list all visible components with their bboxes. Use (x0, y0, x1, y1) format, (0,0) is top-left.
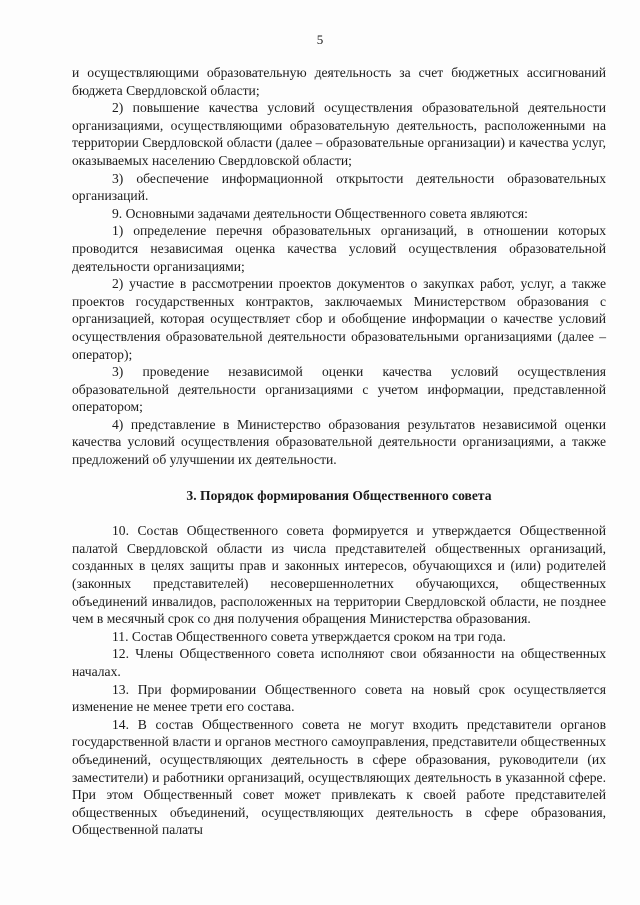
paragraph: и осуществляющими образовательную деятельность за счет бюджетных ассигнований бюджета Свердловской области; (72, 65, 606, 98)
paragraphs-before (72, 64, 606, 469)
paragraph: 1) определение перечня образовательных организаций, в отношении которых проводится независимая оценка качества условий осуществления образовательной деятельности организациями; (72, 223, 606, 274)
document-body (72, 64, 606, 839)
paragraphs-after (72, 522, 606, 839)
paragraph: 9. Основными задачами деятельности Общественного совета являются: (112, 205, 528, 221)
paragraph: 3) проведение независимой оценки качества условий осуществления образовательной деятельности организациями с учетом информации, представленной оператором; (72, 364, 606, 415)
paragraph: 10. Состав Общественного совета формируется и утверждается Общественной палатой Свердловской области из числа представителей общественных организаций, созданных в целях защиты прав и законных интересов, обучающихся и (или) родителей (законных представителей) несовершеннолетних обучающихся, общественных объединений инвалидов, расположенных на территории Свердловской области, не позднее чем в месячный срок со дня получения обращения Министерства образования. (72, 523, 606, 627)
paragraph: 2) участие в рассмотрении проектов документов о закупках работ, услуг, а также проектов государственных контрактов, заключаемых Министерством образования с организацией, которая осуществляет сбор и обобщение информации о качестве условий осуществления образовательной деятельности образовательными организациями (далее – оператор); (72, 276, 606, 362)
paragraph: 14. В состав Общественного совета не могут входить представители органов государственной власти и органов местного самоуправления, представители общественных объединений, осуществляющих деятельность в сфере образования, руководители (их заместители) и работники организаций, осуществляющих деятельность в указанной сфере. При этом Общественный совет может привлекать к своей работе представителей общественных объединений, осуществляющих деятельность в сфере образования, Общественной палаты (72, 716, 606, 838)
paragraph: 12. Члены Общественного совета исполняют свои обязанности на общественных началах. (72, 646, 606, 679)
section-heading: 3. Порядок формирования Общественного совета (186, 487, 492, 503)
paragraph: 2) повышение качества условий осуществления образовательной деятельности организациями, осуществляющими образовательную деятельность, расположенными на территории Свердловской области (далее – образовательные организации) и качества услуг, оказываемых населению Свердловской области; (72, 100, 606, 168)
paragraph: 13. При формировании Общественного совета на новый срок осуществляется изменение не менее трети его состава. (72, 681, 606, 715)
paragraph: 11. Состав Общественного совета утверждается сроком на три года. (112, 628, 506, 644)
paragraph: 4) представление в Министерство образования результатов независимой оценки качества условий осуществления образовательной деятельности организациями, а также предложений об улучшении их деятельности. (72, 416, 606, 468)
paragraph: 3) обеспечение информационной открытости деятельности образовательных организаций. (72, 170, 606, 204)
page-number: 5 (316, 32, 324, 47)
